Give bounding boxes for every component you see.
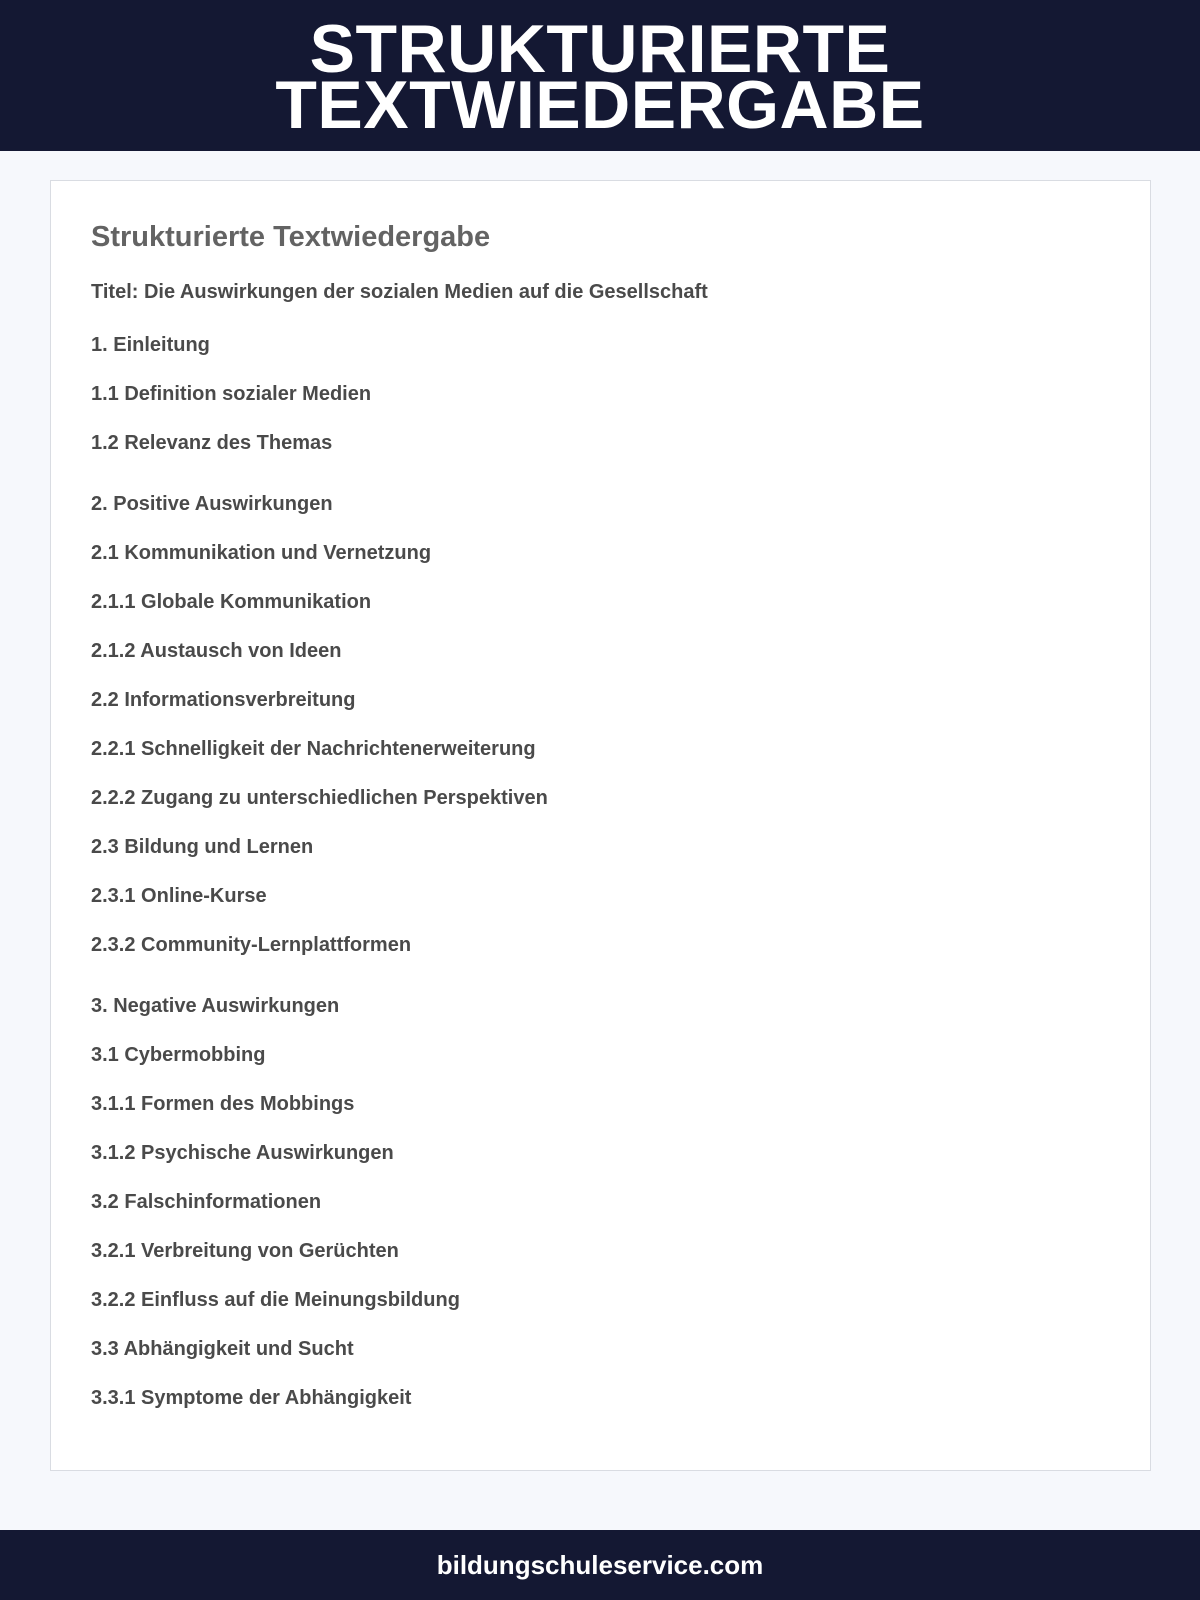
outline-item: 3.3.1 Symptome der Abhängigkeit [91, 1387, 412, 1409]
outline-item: 3.2.2 Einfluss auf die Meinungsbildung [91, 1289, 460, 1311]
outline-item: 3.1 Cybermobbing [91, 1044, 266, 1066]
banner-title-line-1: STRUKTURIERTE [309, 10, 891, 87]
outline-item: 2.3.2 Community-Lernplattformen [91, 934, 412, 956]
outline-item: 3. Negative Auswirkungen [91, 995, 340, 1017]
outline-item: 2. Positive Auswirkungen [91, 493, 333, 515]
outline-item: 2.2.1 Schnelligkeit der Nachrichtenerweiterung [91, 738, 536, 760]
outline-item: 3.1.2 Psychische Auswirkungen [91, 1142, 394, 1164]
document-heading: Strukturierte Textwiedergabe [91, 221, 491, 253]
outline-item: 3.2.1 Verbreitung von Gerüchten [91, 1240, 399, 1262]
outline-item: 1. Einleitung [91, 334, 210, 356]
outline-item: 3.2 Falschinformationen [91, 1191, 322, 1213]
outline-item: 2.2.2 Zugang zu unterschiedlichen Perspektiven [91, 787, 548, 809]
outline-item: 2.2 Informationsverbreitung [91, 689, 356, 711]
outline-item: 2.1 Kommunikation und Vernetzung [91, 542, 432, 564]
outline-item: 2.3 Bildung und Lernen [91, 836, 314, 858]
page-footer [0, 1530, 1200, 1600]
document-subtitle: Titel: Die Auswirkungen der sozialen Medien auf die Gesellschaft [91, 281, 708, 303]
outline-item: 2.1.2 Austausch von Ideen [91, 640, 342, 662]
outline-item: 3.1.1 Formen des Mobbings [91, 1093, 355, 1115]
banner-title-line-2: TEXTWIEDERGABE [275, 66, 925, 143]
outline-item: 3.3 Abhängigkeit und Sucht [91, 1338, 354, 1360]
outline-item: 2.1.1 Globale Kommunikation [91, 591, 372, 613]
outline-item: 1.2 Relevanz des Themas [91, 432, 333, 454]
footer-site-link[interactable]: bildungschuleservice.com [436, 1549, 764, 1580]
outline-list [91, 321, 548, 1423]
banner-title [275, 10, 925, 143]
outline-item: 2.3.1 Online-Kurse [91, 885, 267, 907]
outline-item: 1.1 Definition sozialer Medien [91, 383, 372, 405]
document-card [50, 180, 1151, 1471]
page-banner [0, 0, 1200, 151]
